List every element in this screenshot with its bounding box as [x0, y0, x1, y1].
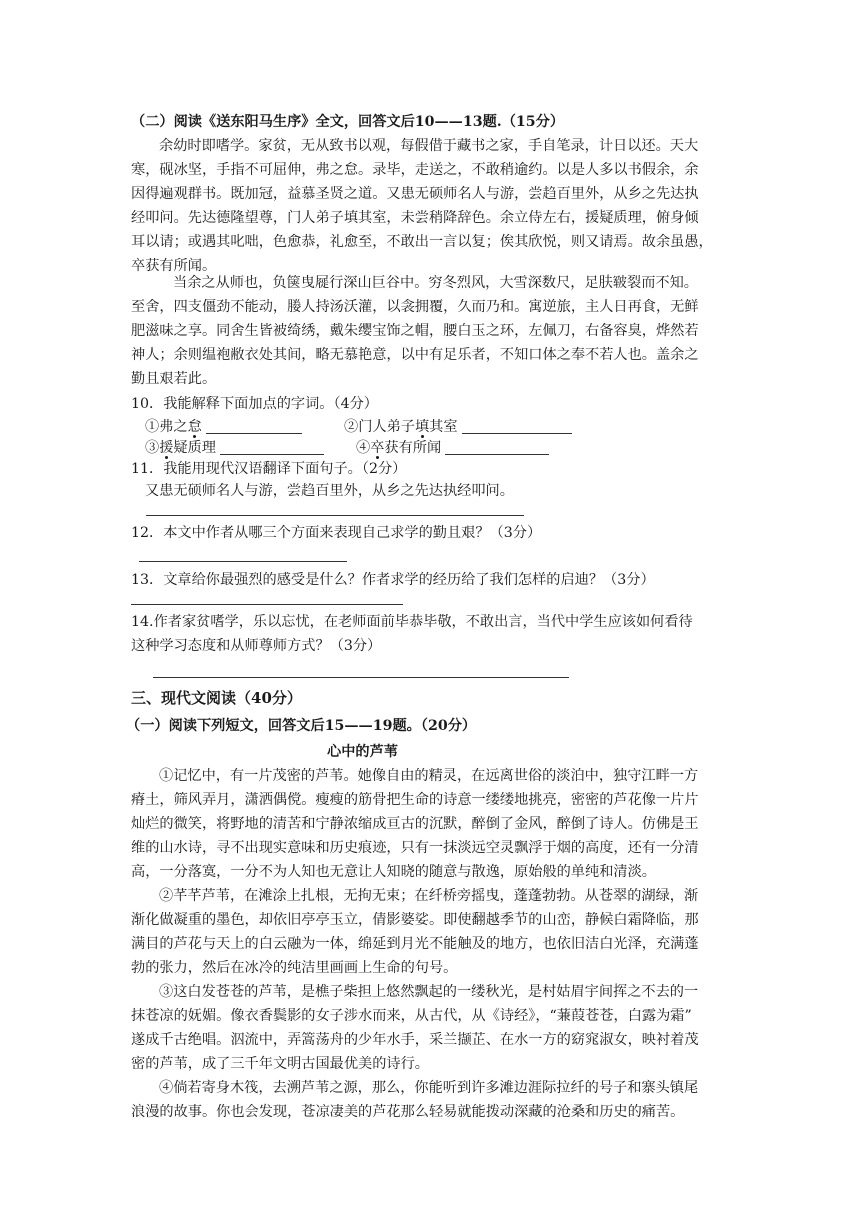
essay-line: 遂成千古绝唱。泅流中，弄篙荡舟的少年水手，采兰撷芷、在水一方的窈窕淑女，映衬着茂 [131, 1032, 699, 1048]
answer-blank[interactable] [220, 438, 324, 455]
essay-line: 密的芦苇，成了三千年文明古国最优美的诗行。 [131, 1056, 429, 1072]
section-title: （二）阅读《送东阳马生序》全文，回答文后10——13题.（15分） [131, 114, 565, 130]
translation-sentence: 又患无硕师名人与游，尝趋百里外，从乡之先达执经叩问。 [145, 483, 514, 499]
answer-line[interactable] [146, 515, 524, 516]
passage-line: 至舍，四支僵劲不能动，媵人持汤沃灌，以衾拥覆，久而乃和。寓逆旅，主人日再食，无鲜 [131, 299, 699, 315]
dotted-char: 怠 [187, 419, 202, 435]
passage-line: 卒获有所闻。 [131, 258, 217, 274]
question-14-stem: 14.作者家贫嗜学，乐以忘忧，在老师面前毕恭毕敬，不敢出言，当代中学生应该如何看待 [131, 614, 693, 630]
passage-line: 勤且艰若此。 [131, 371, 217, 387]
answer-line[interactable] [131, 604, 403, 605]
q10-item: ④卒获有所闻 [356, 438, 549, 458]
dotted-char: 援 [159, 440, 174, 456]
essay-line: 渐化做凝重的墨色，却依旧亭亭玉立，倩影婆娑。即使翻越季节的山峦，静候白霜降临，那 [131, 912, 699, 928]
dotted-char: 填 [414, 419, 430, 435]
passage-line: 肥滋味之享。同舍生皆被绮绣，戴朱缨宝饰之帽，腰白玉之环，左佩刀，右备容臭，烨然若 [131, 323, 699, 339]
passage-line: 神人；余则缊袍敝衣处其间，略无慕艳意，以中有足乐者，不知口体之奉不若人也。盖余之 [131, 347, 699, 363]
essay-line: 维的山水诗，寻不出现实意味和历史痕迹，只有一抹淡远空灵飘浮于烟的高度，还有一分清 [131, 840, 699, 856]
essay-line: 抹苍凉的妩媚。像衣香鬓影的女子涉水而来，从古代，从《诗经》，“蒹葭苍苍，白露为霜” [131, 1008, 692, 1024]
answer-line[interactable] [153, 677, 569, 678]
passage-line: 耳以请；或遇其叱咄，色愈恭，礼愈至，不敢出一言以复；俟其欣悦，则又请焉。故余虽愚， [131, 234, 713, 250]
essay-line: ①记忆中，有一片茂密的芦苇。她像自由的精灵，在远离世俗的淡泊中，独守江畔一方 [159, 768, 699, 784]
essay-line: 满目的芦花与天上的白云融为一体，绵延到月光不能触及的地方，也依旧洁白光泽，充满蓬 [131, 936, 699, 952]
essay-line: 浪漫的故事。你也会发现，苍凉凄美的芦花那么轻易就能拨动深藏的沧桑和历史的痛苦。 [131, 1104, 685, 1120]
passage-line: 余幼时即嗜学。家贫，无从致书以观，每假借于藏书之家，手自笔录，计日以还。天大 [159, 138, 699, 154]
question-14-stem: 这种学习态度和从师尊师方式？（3分） [131, 638, 382, 654]
question-11-stem: 11．我能用现代汉语翻译下面句子。（2分） [131, 461, 407, 477]
essay-line: 高，一分落寞，一分不为人知也无意让人知晓的随意与散逸，原始般的单纯和清淡。 [131, 864, 656, 880]
subsection-title: （一）阅读下列短文，回答文后15——19题。（20分） [126, 718, 477, 734]
essay-line: 勃的张力，然后在冰冷的纯洁里画画上生命的句号。 [131, 960, 458, 976]
essay-line: 灿烂的微笑，将野地的清苦和宁静浓缩成亘古的沉默，醉倒了金风，醉倒了诗人。仿佛是王 [131, 816, 699, 832]
question-12-stem: 12．本文中作者从哪三个方面来表现自己求学的勤且艰？（3分） [131, 525, 542, 541]
passage-line: 因得遍观群书。既加冠，益慕圣贤之道。又患无硕师名人与游，尝趋百里外，从乡之先达执 [131, 186, 699, 202]
question-13-stem: 13．文章给你最强烈的感受是什么？作者求学的经历给了我们怎样的启迪？（3分） [131, 572, 655, 588]
answer-blank[interactable] [462, 417, 572, 434]
q10-item: ③援疑质理 [145, 438, 324, 458]
answer-line[interactable] [139, 561, 347, 562]
passage-line: 寒，砚冰坚，手指不可屈伸，弗之怠。录毕，走送之，不敢稍逾约。以是人多以书假余，余 [131, 162, 699, 178]
answer-blank[interactable] [206, 417, 302, 434]
passage-line: 经叩问。先达德隆望尊，门人弟子填其室，未尝稍降辞色。余立侍左右，援疑质理，俯身倾 [131, 210, 699, 226]
dotted-char: 卒 [370, 440, 385, 456]
essay-line: ④倘若寄身木筏，去溯芦苇之源，那么，你能听到许多滩边涯际拉纤的号子和寨头镇尾 [159, 1080, 699, 1096]
answer-blank[interactable] [445, 438, 549, 455]
q10-item: ②门人弟子填其室 [344, 417, 572, 437]
essay-title: 心中的芦苇 [327, 744, 398, 760]
question-10-stem: 10．我能解释下面加点的字词。（4分） [131, 396, 378, 412]
section-title: 三、现代文阅读（40分） [131, 689, 302, 707]
passage-line: 当余之从师也，负箧曳屣行深山巨谷中。穷冬烈风，大雪深数尺，足肤皲裂而不知。 [173, 275, 698, 291]
essay-line: ②芊芊芦苇，在滩涂上扎根，无拘无束；在纤桥旁摇曳，蓬蓬勃勃。从苍翠的湖绿，渐 [159, 888, 699, 904]
q10-item: ①弗之怠 [145, 417, 302, 437]
essay-line: ③这白发苍苍的芦苇，是樵子柴担上悠然飘起的一缕秋光，是村姑眉宇间挥之不去的一 [159, 984, 699, 1000]
essay-line: 瘠土，筛风弄月，潇洒偶傥。瘦瘦的筋骨把生命的诗意一缕缕地挑亮，密密的芦花像一片片 [131, 792, 699, 808]
